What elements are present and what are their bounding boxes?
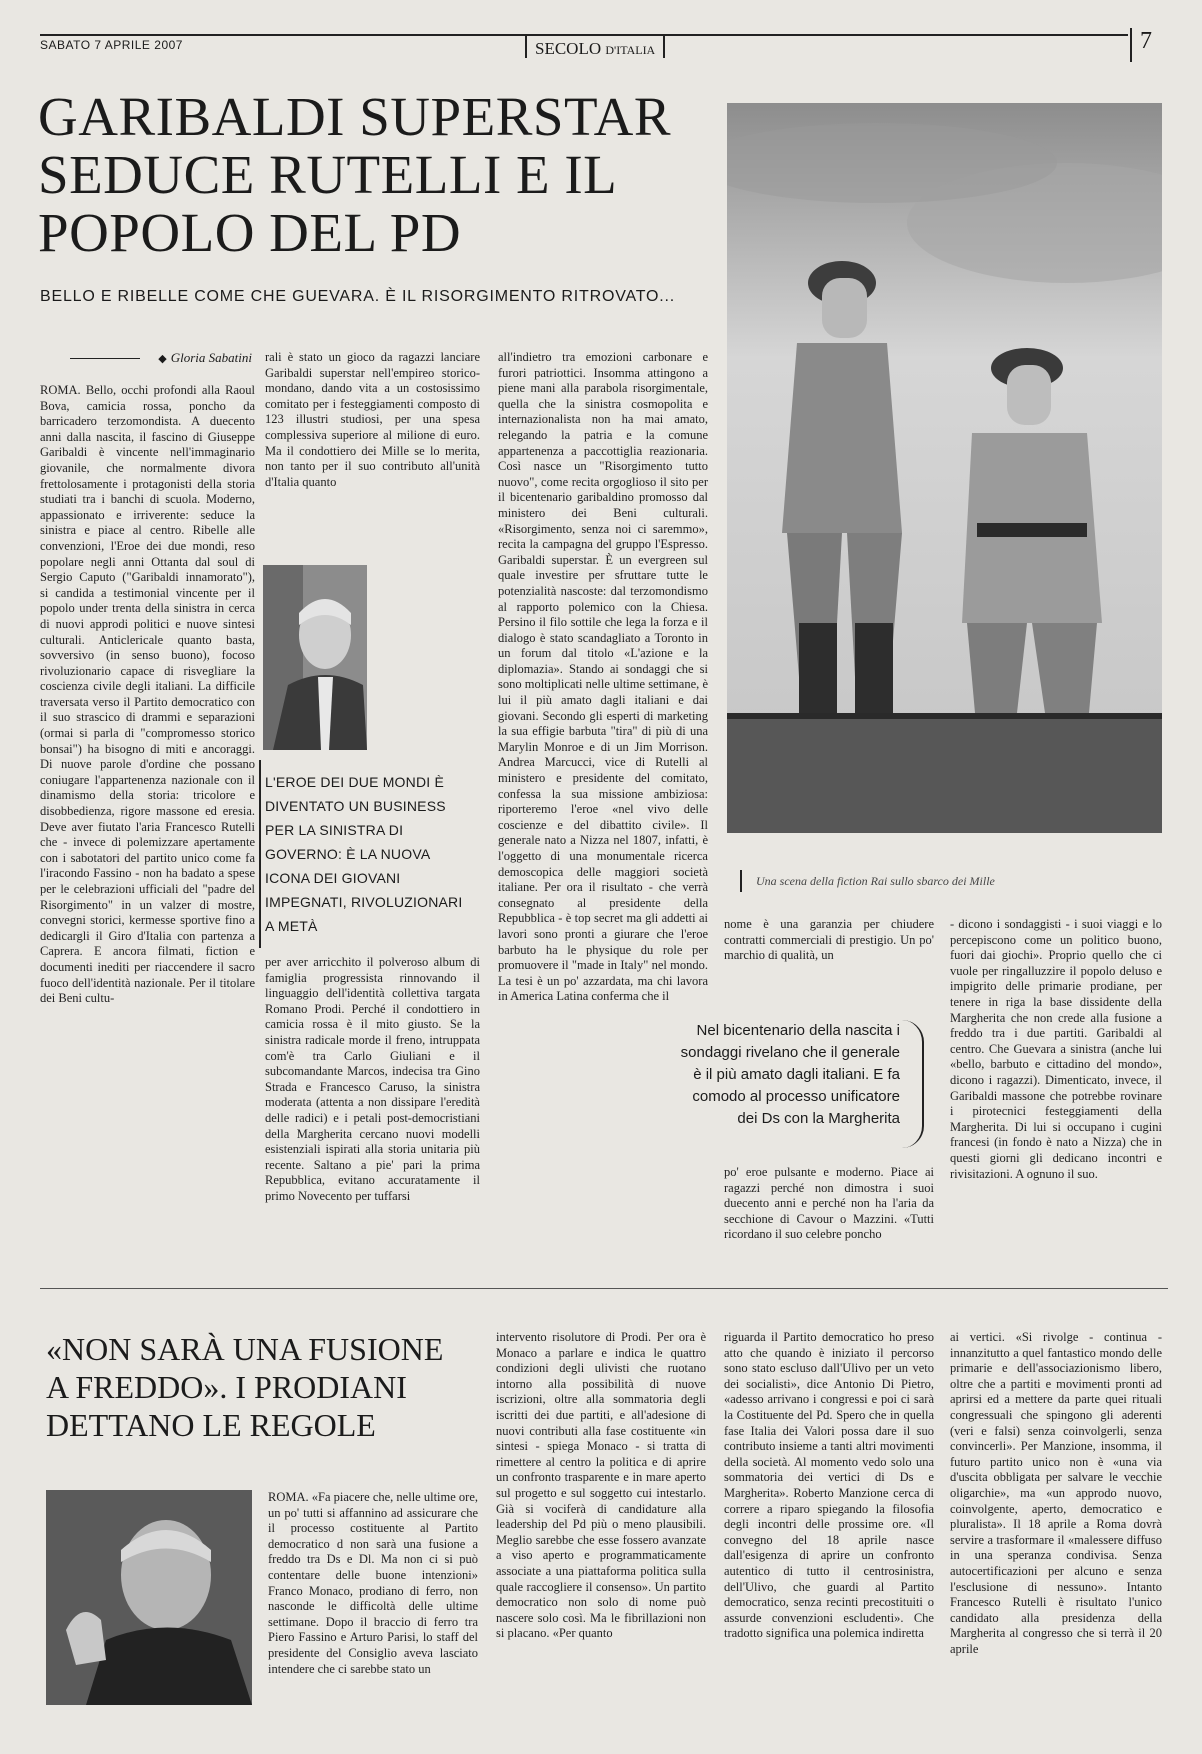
main-photo-illustration	[727, 103, 1162, 833]
article1-col2b-text: per aver arricchito il polveroso album di famiglia progressista rinnovando il linguaggio dell'identità collettiva targata Romano Prodi. Perché il condottiero in camicia rossa è il mito giusto. Se la sinistra radicale morde il freno, intruppata com'è tra Carlo Giuliani e il subcomandante Marcos, indecisa tra Gino Strada e Francesco Caruso, la sinistra moderata (attenta a non dissipare l'eredità delle radici) e i petali post-democristiani della Margherita cercano nuovi modelli esistenziali ispirati alla storia unitaria più recente. Saltano a pie' pari la prima Repubblica, evitano accuratamente il primo Novecento per tuffarsi	[265, 955, 480, 1203]
article2-column-1	[268, 1490, 478, 1700]
article2-column-4	[950, 1330, 1162, 1700]
byline-author: Gloria Sabatini	[170, 350, 252, 365]
article1-col2a-text: rali è stato un gioco da ragazzi lanciare Garibaldi superstar nell'empireo storico-mondano, dando vita a un costosissimo comitato per i festeggiamenti composto di 123 illustri studiosi, per una spesa complessiva superiore al milione di euro. Ma il condottiero dei Mille se lo merita, non tanto per il suo contributo all'unità d'Italia quanto	[265, 350, 480, 489]
page-number: 7	[1130, 28, 1168, 62]
article2-col3-text: riguarda il Partito democratico ho preso atto che quando è iniziato il percorso sono stato escluso dall'Ulivo per un veto dei socialisti», dice Antonio Di Pietro, «adesso arrivano i congressi e poi ci sarà la Costituente del Pd. Spero che in quella fase Italia dei Valori possa dare il suo contributo insieme a tanti altri movimenti della società. Al momento vedo solo una sommatoria dei vertici di Ds e Margherita». Roberto Manzione cerca di correre a riparo spiegando la filosofia degli incontri delle prossime ore. «Il convegno del 18 aprile nasce dall'esigenza di aprire un confronto autentico di tutto il centrosinistra, dell'Ulivo, che guardi al Partito democratico, senza recinti precostituiti o assurde convenzioni escludenti». Che tradotto significa una polemica indiretta	[724, 1330, 934, 1641]
photo-caption: Una scena della fiction Rai sullo sbarco dei Mille	[740, 870, 1176, 892]
portrait-rutelli	[263, 565, 367, 750]
portrait-prodi	[46, 1490, 252, 1705]
pull-quote-2: Nel bicentenario della nascita i sondaggi rivelano che il generale è il più amato dagli italiani. E fa comodo al processo unificatore dei Ds con la Margherita	[680, 1020, 900, 1130]
newspaper-title	[525, 36, 665, 58]
issue-date: SABATO 7 APRILE 2007	[40, 38, 183, 52]
newspaper-title-main: SECOLO	[535, 39, 602, 58]
article2-col2-text: intervento risolutore di Prodi. Per ora è Monaco a parlare e indica le quattro condizioni degli ulivisti che ruotano intorno alla possibilità di nuove iscrizioni, oltre alla sommatoria degli iscritti dei due partiti, e all'adesione di nuovi contributi alla fase costituente «in sintesi - spiega Monaco - si tratta di rimettere al centro la politica e di aprire un confronto trasparente e in mare aperto sul progetto e sul soggetto cui intestarlo. Già si vociferà di candidature alla leadership del Pd più o meno plausibili. Meglio sarebbe che esse fossero avanzate a viso aperto e programmaticamente associate a una piattaforma politica sulla quale raccogliere il consenso». Un partito democratico non solo di nome può nascere solo così. Ma le fibrillazioni non si placano. «Per quanto	[496, 1330, 706, 1641]
pull-quote-1: L'EROE DEI DUE MONDI È DIVENTATO UN BUSINESS PER LA SINISTRA DI GOVERNO: È LA NUOVA ICONA DEI GIOVANI IMPEGNATI, RIVOLUZIONARI A METÀ	[265, 770, 465, 938]
article1-col4a-text: nome è una garanzia per chiudere contratti commerciali di prestigio. Un po' marchio di qualità, un	[724, 917, 934, 963]
article1-col4b-text: po' eroe pulsante e moderno. Piace ai ragazzi perché non dimostra i suoi duecento anni e perché non ha l'aria da secchione di Cavour o Mazzini. «Tutti ricordano il suo celebre poncho	[724, 1165, 934, 1242]
masthead	[40, 28, 1168, 64]
main-photo-garibaldini	[727, 103, 1162, 833]
newspaper-title-suffix: D'ITALIA	[605, 43, 656, 57]
article1-column-5	[950, 917, 1162, 1265]
article1-column-2-bottom	[265, 955, 480, 1265]
main-subhead: BELLO E RIBELLE COME CHE GUEVARA. È IL RISORGIMENTO RITROVATO...	[40, 288, 676, 305]
article2-col1-text: ROMA. «Fa piacere che, nelle ultime ore, un po' tutti si affannino ad assicurare che il processo costituente al Partito democratico d non sarà una fusione a freddo tra Ds e Dl. Ma non ci si può contentare delle buone intenzioni» Franco Monaco, prodiano di ferro, non nasconde le difficoltà delle ultime settimane. Dopo il braccio di ferro tra Piero Fassino e Arturo Parisi, lo staff del presidente del Consiglio aveva lasciato intendere che ci sarebbe stato un	[268, 1490, 478, 1676]
article2-column-2	[496, 1330, 706, 1700]
article1-column-4-bottom	[724, 1165, 934, 1265]
diamond-icon: ◆	[158, 353, 167, 365]
article2-col4-text: ai vertici. «Si rivolge - continua - innanzitutto a quel fantastico mondo delle primarie e dell'associazionismo libero, oltre che a partiti e movimenti pronti ad aprirsi ed a mettere da parte quei rituali congressuali che spingono gli aderenti (veri e falsi) senza coinvolgerli, senza convincerli». Per Manzione, insomma, il futuro partito unico non è «una via d'uscita obbligata per salvare le vecchie oligarchie», ma «un approdo nuovo, coinvolgente, aperto, democratico e pluralista». Il 18 aprile a Roma dovrà servire a trasformare il «malessere diffuso in una speranza condivisa. Senza autocertificazioni per alcuno e senza l'esclusione di nessuno». Intanto Francesco Rutelli è risultato l'unico candidato alla presidenza della Margherita al congresso che si terrà il 20 aprile	[950, 1330, 1162, 1656]
article1-col1-text: ROMA. Bello, occhi profondi alla Raoul Bova, camicia rossa, poncho da barricadero terzomondista. A duecento anni dalla nascita, il fascino di Giuseppe Garibaldi è vincente nell'immaginario giovanile, che normalmente divora frettolosamente i protagonisti della storia studiati tra i banchi di scuola. Moderno, appassionato e irriverente: seduce la sinistra e piace al centro. Ribelle alle convenzioni, l'Eroe dei due mondi, reso popolare negli anni Ottanta dal soul di Sergio Caputo ("Garibaldi innamorato"), si candida a testimonial vincente per il popolo under trenta della sinistra in cerca di nuovi approdi politici e nuove sintesi culturali. Anticlericale quanto basta, sovversivo (in senso buono), focoso rivoluzionario capace di risvegliare la coscienza civile degli italiani. La difficile traversata verso il Partito democratico con il suo strascico di drammi e separazioni (ormai si parla di "compromesso storico bonsai") ha bisogno di miti e ancoraggi. Di nuove parole d'ordine che possano coniugare l'appartenenza nazionale con il dinamismo della storia: tricolore e disobbedienza, rigore massone ed eresia. Deve aver fiutato l'aria Francesco Rutelli che - invece di polemizzare apertamente con i sabotatori del partito unico come fa l'iracondo Fassino - non ha badato a spese per le celebrazioni ufficiali del "padre del Risorgimento" in un valzer di mostre, convegni storici, kermesse sportive fino a dedicargli il Giro d'Italia con partenza a Caprera. E ancora filmati, fiction e documenti inediti per riaccendere il sacro fuoco dell'identità nazionale. Per il titolare dei Beni cultu-	[40, 383, 255, 1006]
section-divider	[40, 1288, 1168, 1289]
article1-column-3	[498, 350, 708, 1265]
article1-col3-text: all'indietro tra emozioni carbonare e furori patriottici. Insomma attingono a piene mani alla parabola risorgimentale, quella che la sinistra cosmopolita e internazionalista non ha mai amato, relegando la patria e la comune appartenenza a paccottiglia reazionaria. Così nasce un "Risorgimento tutto nuovo", come recita orgoglioso il sito per il bicentenario garibaldino promosso dal ministero dei Beni culturali. «Risorgimento, senza noi ci saremmo», recita la campagna del gruppo l'Espresso. Garibaldi superstar. È un evergreen sul quale investire per sfruttare tutte le potenzialità nascoste: dal terzomondismo al rapporto polemico con la Chiesa. Persino il filo sottile che lega la forza e il dialogo è stato scandagliato a Toronto in un forum dal titolo «L'azione e la diplomazia». Stando ai sondaggi che si sono moltiplicati nelle ultime settimane, è lui il più amato dagli italiani e dai giovani. Secondo gli esperti di marketing la sua effigie barbuta "tira" di più di una Marylin Monroe e di un Jim Morrison. Andrea Marcucci, vice di Rutelli al ministero e presidente del comitato, confessa la sua missione ambiziosa: riporteremo l'eroe «nel vivo delle coscienze e del dibattito civile». Il generale nato a Nizza nel 1807, infatti, è l'oggetto di una monumentale ricerca demoscopica delle maggiori società italiane. Per ora il risultato - che verrà consegnato al presidente della Repubblica - è top secret ma gli addetti ai lavori sono pronti a giurare che l'eroe barbuto ha le physique du role per promuovere il "made in Italy" nel mondo. La tesi è un po' azzardata, ma chi lavora in America Latina conferma che il	[498, 350, 708, 1004]
article2-column-3	[724, 1330, 934, 1700]
byline	[40, 350, 252, 366]
portrait-rutelli-illustration	[263, 565, 367, 750]
article1-col5-text: - dicono i sondaggisti - i suoi viaggi e lo percepiscono come un politico buono, fuori dai giochi». Proprio quello che ci vuole per ringalluzzire il popolo deluso e impigrito delle primarie prodiane, per tenere in riga la base dissidente della Margherita che non crede alla fusione a freddo tra i due partiti. Garibaldi al centro. Che Guevara a sinistra (anche lui «bello, barbuto e cittadino del mondo», dicono i ragazzi). Dimenticato, invece, il Garibaldi massone che potrebbe rovinare i pirotecnici festeggiamenti della Margherita. Di lui si occupano i cugini francesi (in fondo è nato a Nizza) che in questi giorni gli dedicano incontri e rivisitazioni. A ognuno il suo.	[950, 917, 1162, 1181]
article1-column-2-top	[265, 350, 480, 555]
main-headline: GARIBALDI SUPERSTAR SEDUCE RUTELLI E IL POPOLO DEL PD	[38, 86, 672, 263]
second-headline: «NON SARÀ UNA FUSIONE A FREDDO». I PRODIANI DETTANO LE REGOLE	[46, 1331, 444, 1443]
article1-column-1	[40, 383, 255, 1263]
portrait-prodi-illustration	[46, 1490, 252, 1705]
article1-column-4-top	[724, 917, 934, 987]
